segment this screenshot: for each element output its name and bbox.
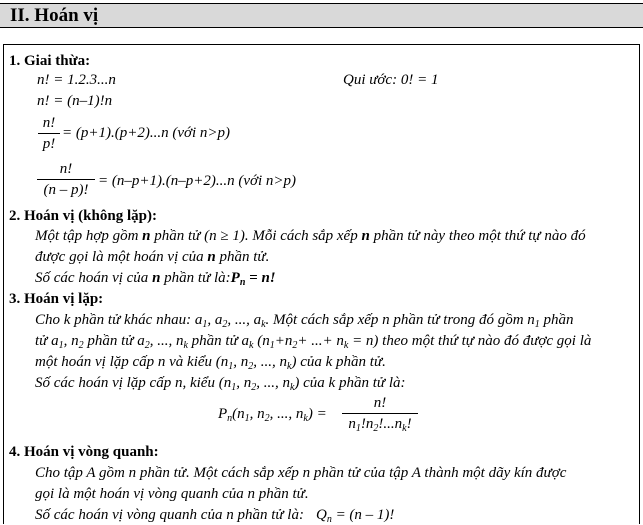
s3-line-2: tử $a_1$, $n_2$ phần tử $a_2$, ..., $n_k$ phần tử $a_k$ ($n_1+n_2+$ ...+ $n_k = n$) theo một thứ tự nào đó được gọi là: [35, 333, 592, 351]
multinomial-fraction: [342, 394, 418, 433]
fraction-denominator: $n_1!n_2!...n_k$!: [348, 416, 412, 434]
s2-line-2: được gọi là một hoán vị của n phần tử.: [35, 249, 270, 265]
fraction-numerator: n!: [59, 161, 73, 177]
s4-line-1: Cho tập A gồm n phần tử. Một cách sắp xếp n phần tử của tập A thành một dãy kín được: [35, 465, 567, 481]
hoan-vi-vong-quanh-heading: 4. Hoán vị vòng quanh:: [9, 444, 159, 460]
s2-line-1: Một tập hợp gồm n phần tử (n ≥ 1). Mỗi cách sắp xếp n phần tử này theo một thứ tự nào đó: [35, 228, 586, 244]
fraction-n-over-n-minus-p: [37, 160, 95, 199]
fraction-denominator: (n – p)!: [43, 182, 89, 198]
fraction-numerator: n!: [42, 115, 56, 131]
s3-line-3: một hoán vị lặp cấp n và kiểu ($n_1$, $n_2$, ..., $n_k$) của k phần tử.: [35, 354, 386, 372]
hoan-vi-lap-heading: 3. Hoán vị lặp:: [9, 291, 104, 307]
fraction-1-rhs: = (p+1).(p+2)...n (với n>p): [62, 125, 231, 141]
hoan-vi-khong-lap-heading: 2. Hoán vị (không lặp):: [9, 208, 157, 224]
fraction-bar: [38, 133, 60, 134]
s2-line-3: Số các hoán vị của n phần tử $là:P_n = n$!: [35, 270, 276, 288]
factorial-recursion: n! = (n–1)!n: [37, 93, 113, 109]
fraction-denominator: p!: [42, 136, 56, 152]
s3-line-1: Cho k phần tử khác nhau: $a_1$, $a_2$, ..., $a_k$. Một cách sắp xếp n phần tử trong đó gồm $n_1$ phần: [35, 312, 574, 330]
factorial-convention: Qui ước: 0! = 1: [343, 72, 439, 88]
factorial-definition: n! = 1.2.3...n: [37, 72, 116, 88]
fraction-bar: [37, 179, 95, 180]
fraction-bar: [342, 413, 418, 414]
s4-line-3: Số các hoán vị vòng quanh của n phần tử là: $Q_n = (n - 1)$!: [35, 507, 395, 525]
permutation-repetition-lhs: $P_n(n_1$, $n_2$, ..., $n_k$) =: [218, 406, 327, 424]
s3-line-4: Số các hoán vị lặp cấp n, kiểu ($n_1$, $n_2$, ..., $n_k$) của k phần tử là:: [35, 375, 406, 393]
section-title: II. Hoán vị: [10, 5, 99, 26]
fraction-n-over-p: [38, 114, 60, 153]
fraction-2-rhs: = (n–p+1).(n–p+2)...n (với n>p): [98, 173, 297, 189]
fraction-numerator: n!: [373, 395, 387, 411]
giai-thua-heading: 1. Giai thừa:: [9, 53, 91, 69]
section-header: [0, 3, 643, 28]
s4-line-2: gọi là một hoán vị vòng quanh của n phần tử.: [35, 486, 309, 502]
